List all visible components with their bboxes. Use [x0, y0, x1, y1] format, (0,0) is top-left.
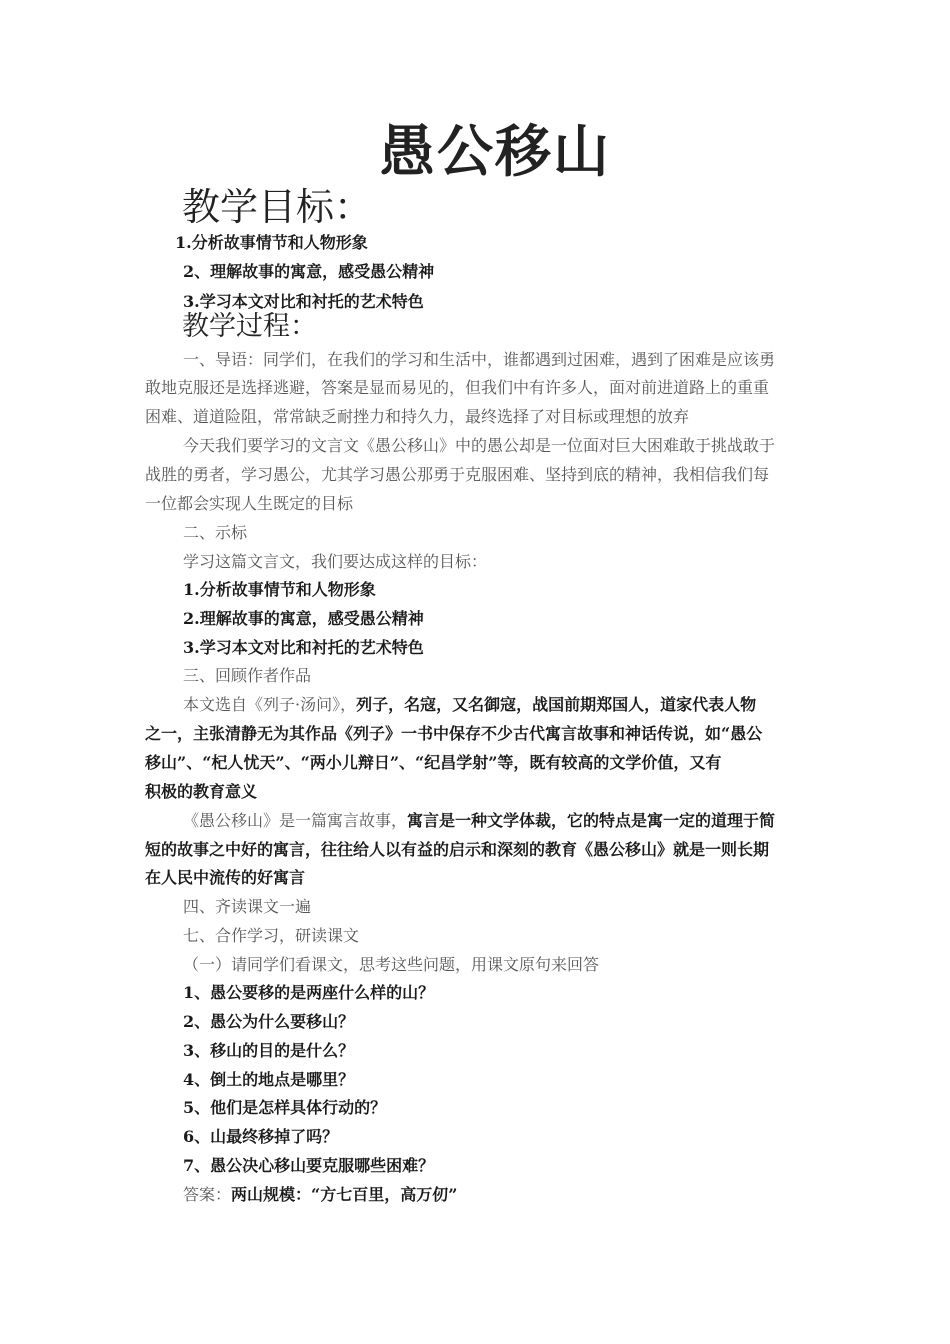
question-item: 6、山最终移掉了吗？ [183, 1127, 339, 1146]
intro-line: 困难、道道险阻，常常缺乏耐挫力和持久力，最终选择了对目标或理想的放弃 [145, 407, 690, 426]
fable-line: 在人民中流传的好寓言 [145, 868, 306, 887]
author-source: 本文选自《列子·汤问》， [183, 695, 357, 714]
section-heading: 四、齐读课文一遍 [183, 897, 312, 916]
target-item: 1.分析故事情节和人物形象 [183, 580, 376, 599]
today-line: 战胜的勇者，学习愚公，尤其学习愚公那勇于克服困难、坚持到底的精神，我相信我们每 [145, 465, 770, 484]
fable-line [183, 811, 775, 831]
author-line: 积极的教育意义 [145, 782, 258, 801]
question-item: 7、愚公决心移山要克服哪些困难？ [183, 1156, 435, 1175]
author-intro: 列子，名寇，又名御寇，战国前期郑国人，道家代表人物 [356, 695, 757, 714]
document-title: 愚公移山 [379, 120, 611, 185]
goal-item: 3.学习本文对比和衬托的艺术特色 [183, 292, 424, 311]
section-intro: 学习这篇文言文，我们要达成这样的目标： [183, 552, 488, 571]
intro-line: 敢地克服还是选择逃避，答案是显而易见的，但我们中有许多人，面对前进道路上的重重 [145, 378, 770, 397]
target-item: 3.学习本文对比和衬托的艺术特色 [183, 638, 424, 657]
question-item: 2、愚公为什么要移山？ [183, 1012, 355, 1031]
sub-section-heading: （一）请同学们看课文，思考这些问题，用课文原句来回答 [183, 955, 600, 974]
fable-line: 短的故事之中好的寓言，往往给人以有益的启示和深刻的教育《愚公移山》就是一则长期 [145, 840, 770, 859]
section-heading: 三、回顾作者作品 [183, 666, 312, 685]
fable-intro: 《愚公移山》是一篇寓言故事， [183, 811, 408, 830]
today-line: 一位都会实现人生既定的目标 [145, 494, 354, 513]
section-heading: 二、示标 [183, 523, 248, 542]
target-item: 2.理解故事的寓意，感受愚公精神 [183, 609, 424, 628]
author-line: 之一，主张清静无为其作品《列子》一书中保存不少古代寓言故事和神话传说，如“愚公 [145, 724, 763, 743]
author-line: 移山”、“杞人忧天”、“两小儿辩日”、“纪昌学射”等，既有较高的文学价值，又有 [145, 753, 722, 772]
question-item: 1、愚公要移的是两座什么样的山？ [183, 983, 435, 1002]
author-line [183, 695, 756, 715]
goal-item: 1.分析故事情节和人物形象 [175, 233, 368, 252]
answer-label: 答案： [183, 1185, 232, 1204]
heading-teaching-goals: 教学目标： [182, 185, 373, 229]
heading-teaching-process: 教学过程： [182, 311, 317, 342]
intro-line: 一、导语：同学们，在我们的学习和生活中，谁都遇到过困难，遇到了困难是应该勇 [183, 350, 776, 369]
fable-definition: 寓言是一种文学体裁，它的特点是寓一定的道理于简 [407, 811, 776, 830]
question-item: 5、他们是怎样具体行动的？ [183, 1098, 387, 1117]
answer-line [183, 1185, 457, 1205]
goal-item: 2、理解故事的寓意，感受愚公精神 [183, 262, 435, 281]
answer-text: 两山规模：“方七百里，高万仞” [231, 1185, 458, 1204]
question-item: 4、倒土的地点是哪里？ [183, 1070, 355, 1089]
section-heading: 七、合作学习，研读课文 [183, 926, 360, 945]
today-line: 今天我们要学习的文言文《愚公移山》中的愚公却是一位面对巨大困难敢于挑战敢于 [183, 436, 776, 455]
question-item: 3、移山的目的是什么？ [183, 1041, 355, 1060]
